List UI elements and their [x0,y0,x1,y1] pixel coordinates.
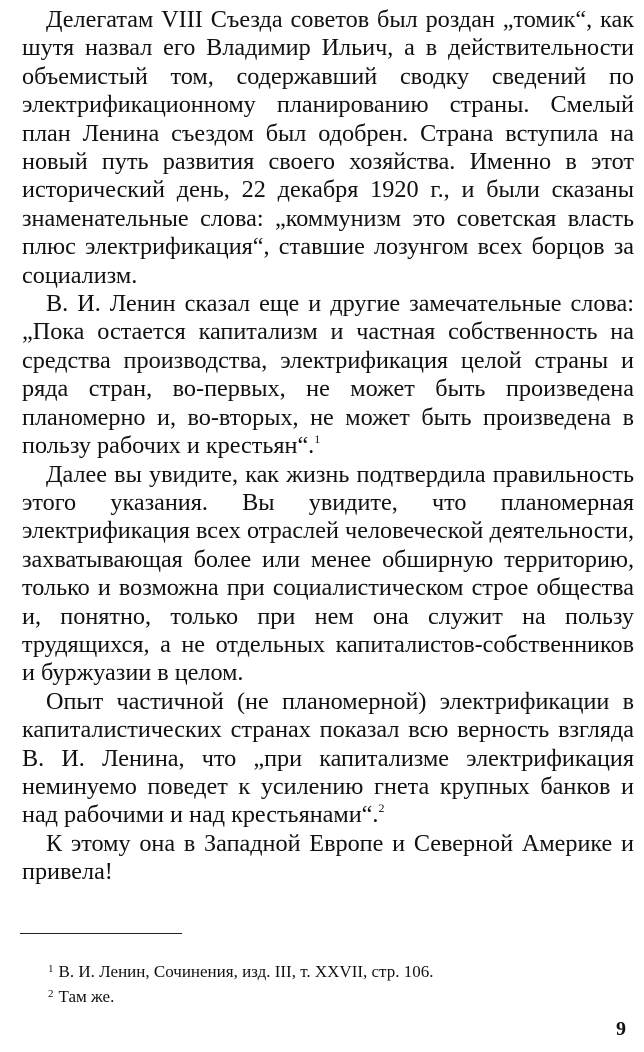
footnotes [48,958,608,1008]
footnote-text: В. И. Ленин, Сочинения, изд. III, т. XXVII, стр. 106. [58,962,434,981]
footnote-text: Там же. [58,987,115,1006]
footnote-ref-1: 1 [314,432,321,447]
footnote-2 [48,983,608,1008]
footnote-number: 1 [48,963,54,975]
footnote-ref-2: 2 [378,801,385,816]
paragraph-5: К этому она в Западной Европе и Северной Америке и привела! [22,829,634,886]
paragraph-2: В. И. Ленин сказал еще и другие замечательные слова: „Пока остается капитализм и частная собственность на средства производства, электрификация целой страны и ряда стран, во-первых, не может быть произведена планомерно и, во-вторых, не может быть произведена в пользу рабочих и крестьян“.$^1$ [22,290,634,460]
main-text [22,6,634,887]
paragraph-4: Опыт частичной (не планомерной) электрификации в капиталистических странах показал всю верность взгляда В. И. Ленина, что „при капитализме электрификация неминуемо поведет к усилению гнета крупных банков и над рабочими и над крестьянами“.$^2$ [22,687,634,829]
paragraph-3: Далее вы увидите, как жизнь подтвердила правильность этого указания. Вы увидите, что планомерная электрификация всех отраслей человеческой деятельности, захватывающая более или менее обширную территорию, только и возможна при социалистическом строе общества и, понятно, только при нем она служит на пользу трудящихся, а не отдельных капиталистов-собственников и буржуазии в целом. [22,460,634,687]
paragraph-1: Делегатам VIII Съезда советов был роздан „томик“, как шутя назвал его Владимир Ильич, а в действительности объемистый том, содержавший сводку сведений по электрификационному планированию страны. Смелый план Ленина съездом был одобрен. Страна вступила на новый путь развития своего хозяйства. Именно в этот исторический день, 22 декабря 1920 г., и были сказаны знаменательные слова: „коммунизм это советская власть плюс электрификация“, ставшие лозунгом всех борцов за социализм. [22,6,634,289]
page-number: 9 [616,1018,626,1040]
footnote-number: 2 [48,988,54,1000]
footnote-divider [20,933,182,934]
footnote-1 [48,958,608,983]
